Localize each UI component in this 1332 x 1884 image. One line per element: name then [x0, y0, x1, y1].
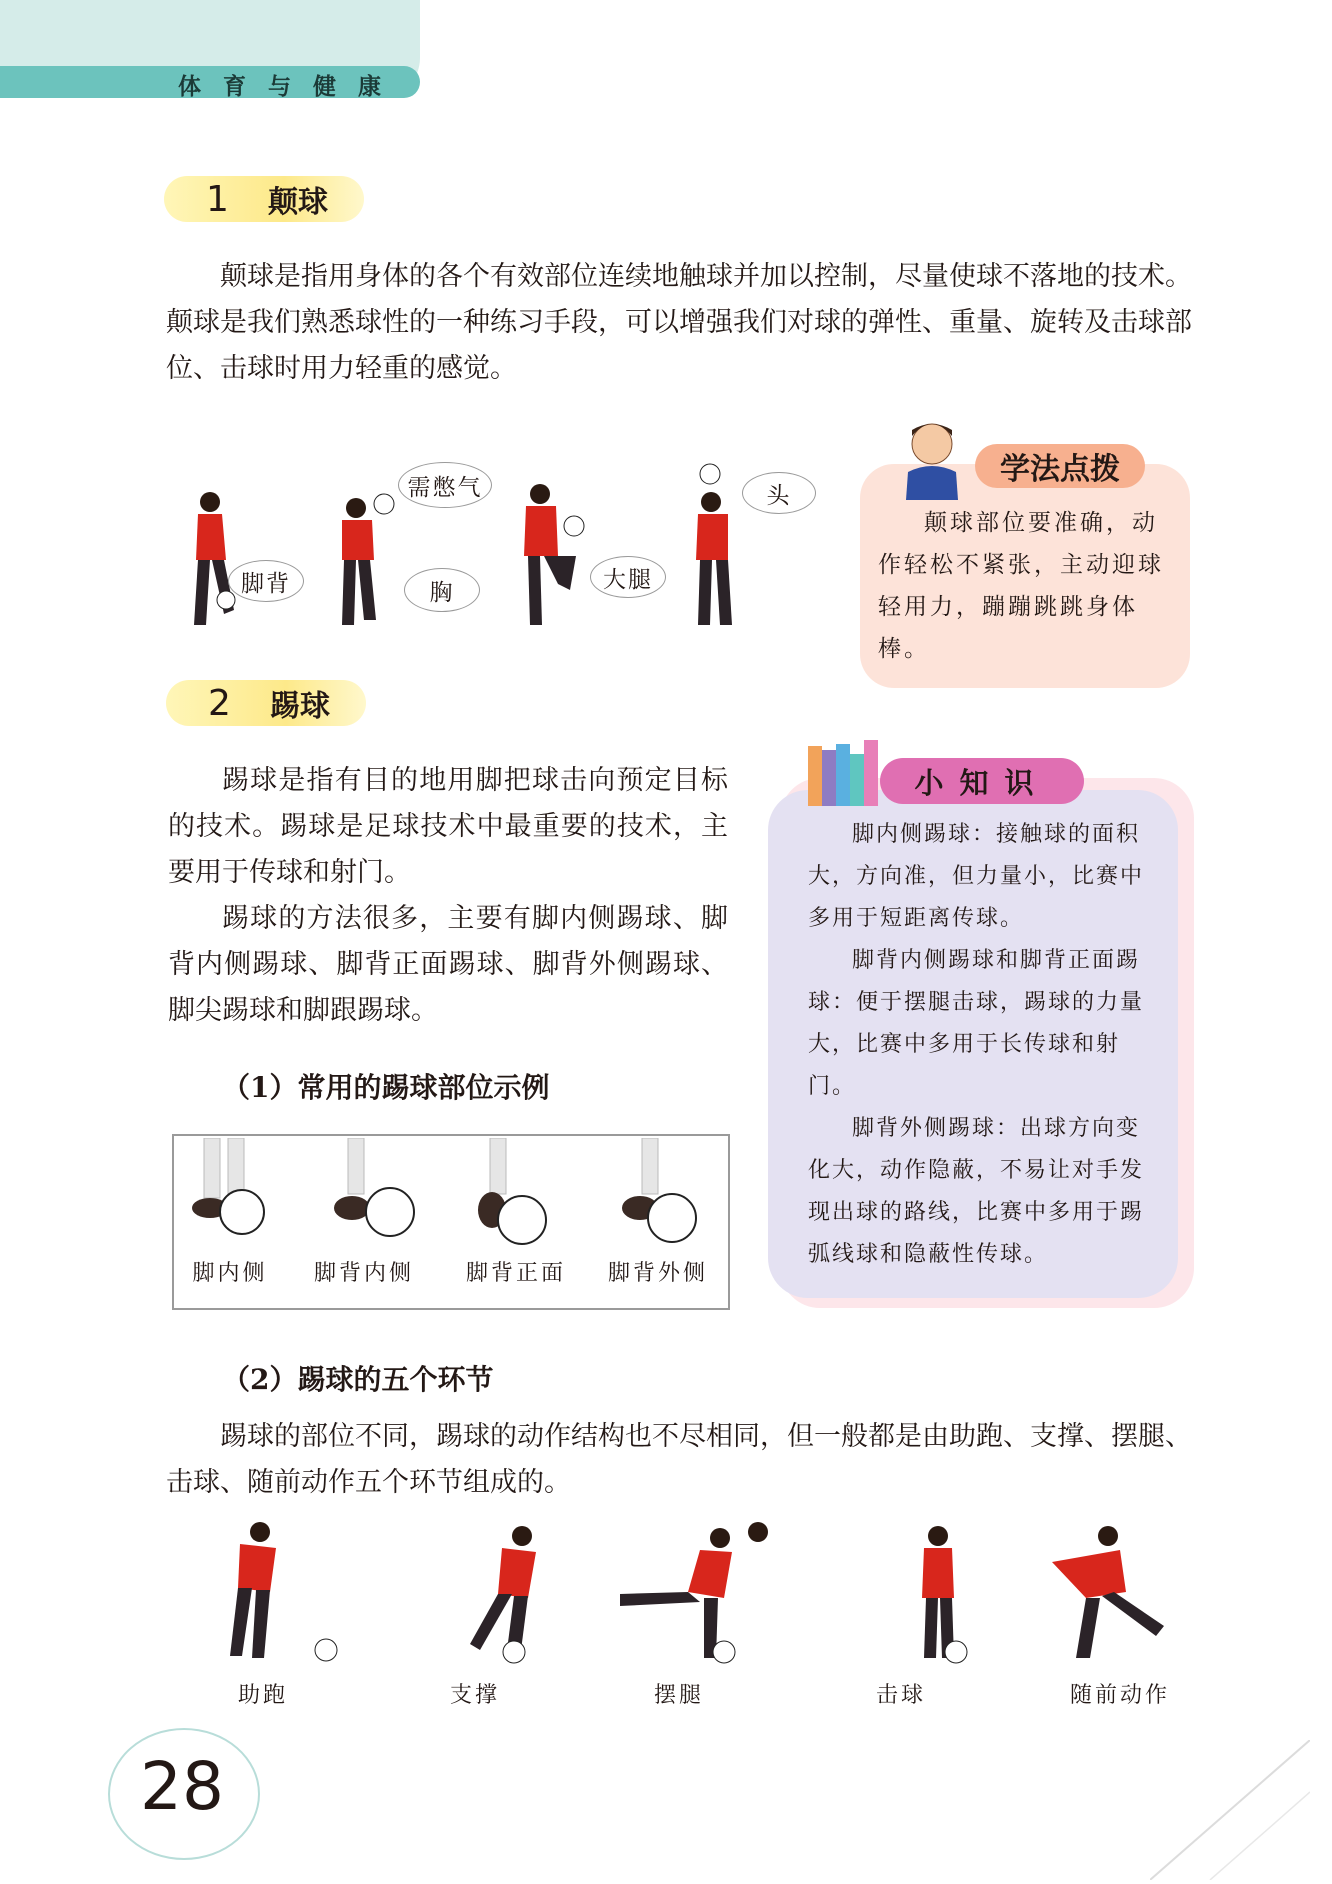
phase-label: 摆腿 — [653, 1683, 704, 1708]
books-icon — [806, 736, 892, 808]
section-heading-juggling — [164, 176, 364, 222]
section-heading-kicking — [166, 680, 366, 726]
kicking-paragraph-2: 踢球的方法很多，主要有脚内侧踢球、脚背内侧踢球、脚背正面踢球、脚背外侧踢球、脚尖踢球和脚跟踢球。 — [168, 903, 728, 1026]
instep-inside-illustration — [334, 1138, 414, 1236]
knowledge-item: 脚背内侧踢球和脚背正面踢球：便于摆腿击球，踢球的力量大，比赛中多用于长传球和射门。 — [808, 948, 1145, 1099]
label-thigh: 大腿 — [590, 556, 666, 598]
player-instep-figure — [194, 492, 235, 625]
instep-front-illustration — [478, 1138, 546, 1244]
label-chest: 胸 — [404, 568, 480, 612]
support-figure — [470, 1526, 536, 1663]
knowledge-item: 脚内侧踢球：接触球的面积大，方向准，但力量小，比赛中多用于短距离传球。 — [808, 822, 1145, 931]
subheading-five-phases: （2）踢球的五个环节 — [222, 1363, 494, 1396]
part-label: 脚内侧 — [192, 1261, 268, 1286]
knowledge-item: 脚背外侧踢球：出球方向变化大，动作隐蔽，不易让对手发现出球的路线，比赛中多用于踢弧线球和隐蔽性传球。 — [808, 1116, 1145, 1267]
player-head-figure — [696, 464, 732, 625]
label-instep: 脚背 — [228, 560, 304, 602]
phase-label: 支撑 — [449, 1683, 500, 1708]
foot-inside-illustration — [192, 1138, 264, 1234]
phase-label: 击球 — [875, 1683, 926, 1708]
phase-label: 随前动作 — [1069, 1683, 1170, 1708]
study-tip-title: 学法点拨 — [975, 444, 1145, 488]
knowledge-title: 小知识 — [880, 758, 1084, 804]
study-tip-text: 颠球部位要准确，动作轻松不紧张，主动迎球轻用力，蹦蹦跳跳身体棒。 — [878, 510, 1164, 662]
part-label: 脚背正面 — [465, 1261, 566, 1286]
phase-label: 助跑 — [237, 1683, 288, 1708]
kicking-paragraph-1: 踢球是指有目的地用脚把球击向预定目标的技术。踢球是足球技术中最重要的技术，主要用于传球和射门。 — [168, 765, 728, 888]
instep-outside-illustration — [622, 1138, 696, 1242]
player-thigh-figure — [524, 484, 584, 625]
strike-player-figure — [922, 1526, 967, 1663]
swing-figure — [620, 1528, 735, 1663]
part-label: 脚背外侧 — [607, 1261, 708, 1286]
run-up-figure — [230, 1522, 337, 1661]
page-number: 28 — [140, 1748, 224, 1825]
book-title: 体育与健康 — [178, 74, 403, 100]
section-title: 颠球 — [268, 185, 328, 220]
follow-through-figure — [1052, 1526, 1164, 1658]
knowledge-text — [808, 814, 1158, 1276]
label-head: 头 — [742, 472, 816, 514]
teacher-avatar — [898, 416, 968, 500]
juggling-paragraph: 颠球是指用身体的各个有效部位连续地触球并加以控制，尽量使球不落地的技术。颠球是我们熟悉球性的一种练习手段，可以增强我们对球的弹性、重量、旋转及击球部位、击球时用力轻重的感觉。 — [166, 261, 1192, 384]
section-number: 1 — [206, 178, 229, 220]
kick-parts-illustrations — [180, 1138, 720, 1248]
kick-phase-illustrations — [180, 1522, 1180, 1672]
section-number: 2 — [208, 682, 231, 724]
strike-figure — [748, 1522, 768, 1542]
label-hold-breath: 需憋气 — [398, 462, 492, 508]
player-chest-figure — [342, 494, 394, 625]
kicking-paragraphs — [168, 758, 728, 1034]
section-title: 踢球 — [270, 689, 330, 724]
kicking-paragraph-3: 踢球的部位不同，踢球的动作结构也不尽相同，但一般都是由助跑、支撑、摆腿、击球、随前动作五个环节组成的。 — [166, 1421, 1192, 1498]
part-label: 脚背内侧 — [313, 1261, 414, 1286]
subheading-kick-parts: （1）常用的踢球部位示例 — [222, 1071, 550, 1104]
corner-decoration — [1150, 1740, 1310, 1880]
